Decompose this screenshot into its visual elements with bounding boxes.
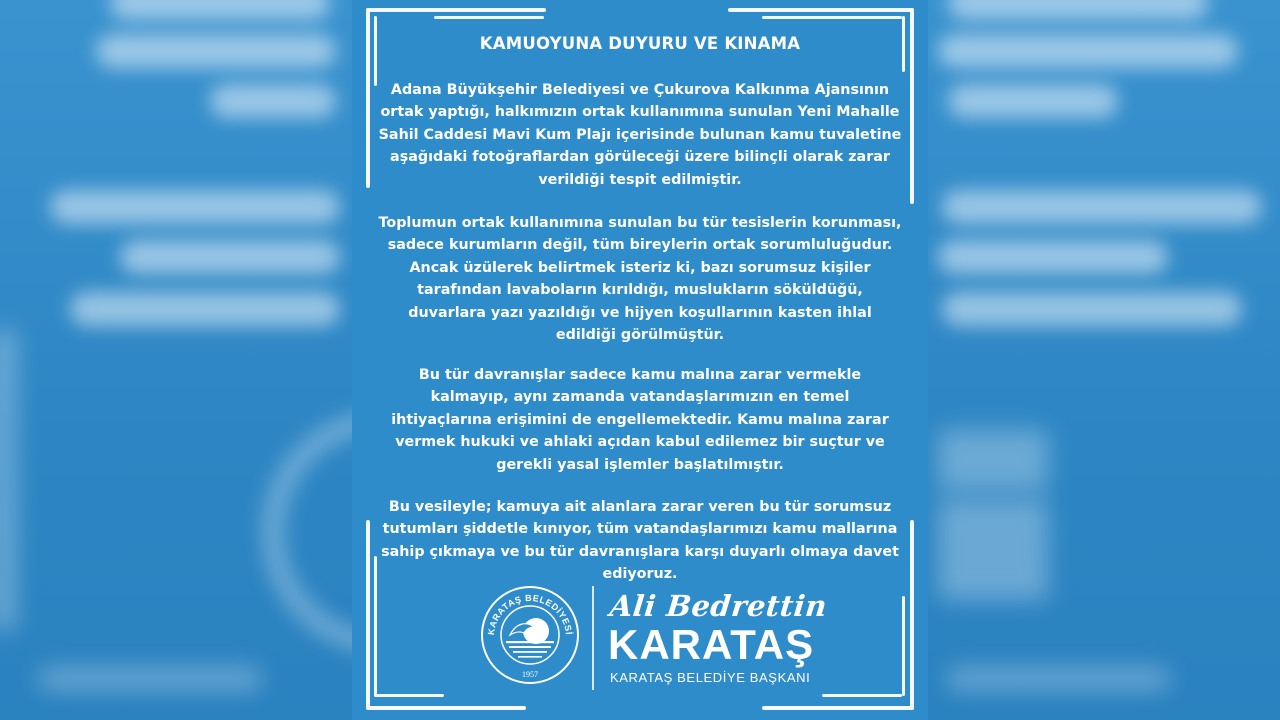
- blurred-background-right: [928, 0, 1280, 720]
- mayor-title: KARATAŞ BELEDİYE BAŞKANI: [610, 670, 811, 685]
- blurred-frame: [0, 330, 16, 630]
- announcement-title: KAMUOYUNA DUYURU VE KINAMA: [479, 34, 801, 53]
- blurred-text-line: [938, 240, 1168, 274]
- blurred-signature: [938, 500, 1048, 600]
- frame-inner-bottom-right: [822, 694, 902, 697]
- frame-inner-bottom-left: [374, 694, 444, 697]
- frame-bottom-left: [366, 706, 526, 710]
- blurred-frame: [948, 668, 1168, 690]
- blurred-text-line: [948, 84, 1118, 118]
- signature-divider: [592, 586, 594, 690]
- blurred-text-line: [942, 292, 1242, 326]
- frame-inner-top-left: [434, 16, 544, 19]
- paragraph-1: Adana Büyükşehir Belediyesi ve Çukurova Kalkınma Ajansının ortak yaptığı, halkımızın ortak kullanımına sunulan Yeni Mahalle Sahil Caddesi Mavi Kum Plajı içerisinde bulunan kamu tuvaletine aşağıdaki fotoğraflardan görüleceği üzere bilinçli olarak zarar verildiği tespit edilmiştir.: [378, 82, 902, 188]
- frame-bottom-right: [762, 706, 914, 710]
- blurred-text-line: [120, 240, 340, 274]
- municipality-seal: [480, 585, 580, 685]
- dolphin-sun-icon: [506, 618, 554, 658]
- frame-top-right: [728, 8, 914, 12]
- seal-year: 1957: [522, 670, 538, 679]
- frame-bottom-left: [366, 520, 370, 710]
- blurred-frame: [40, 668, 260, 690]
- blurred-text-line: [70, 292, 340, 326]
- blurred-text-line: [210, 84, 336, 118]
- blurred-seal: [262, 410, 352, 654]
- paragraph-2: Toplumun ortak kullanımına sunulan bu tür tesislerin korunması, sadece kurumların değil, tüm bireylerin ortak sorumluluğudur. Ancak üzülerek belirtmek isteriz ki, bazı sorumsuz kişiler tarafından lavaboların kırıldığı, muslukların söküldüğü, duvarlara yazı yazıldığı ve hijyen koşullarının kasten ihlal edildiği görülmüştür.: [378, 215, 902, 344]
- blurred-text-line: [50, 190, 340, 224]
- frame-top-left: [366, 8, 546, 12]
- blurred-signature: [938, 430, 1048, 490]
- seal-ring-text: KARATAŞ BELEDİYESİ: [485, 592, 574, 636]
- frame-inner-bottom-left: [374, 556, 377, 696]
- frame-inner-top-right: [762, 16, 902, 19]
- blurred-text-line: [96, 34, 336, 68]
- blurred-background-left: [0, 0, 352, 720]
- mayor-first-names: Ali Bedrettin: [608, 589, 829, 623]
- frame-bottom-right: [910, 520, 914, 710]
- paragraph-4: Bu vesileyle; kamuya ait alanlara zarar veren bu tür sorumsuz tutumları şiddetle kınıyor, tüm vatandaşlarımızı kamu mallarına sahip çıkmaya ve bu tür davranışlara karşı duyarlı olmaya davet ediyoruz.: [381, 499, 899, 583]
- blurred-text-line: [942, 190, 1262, 224]
- mayor-surname: KARATAŞ: [608, 621, 815, 668]
- blurred-text-line: [110, 0, 330, 20]
- blurred-text-line: [948, 0, 1208, 20]
- announcement-card: [352, 0, 928, 720]
- frame-inner-bottom-right: [902, 596, 905, 696]
- blurred-text-line: [938, 34, 1238, 68]
- paragraph-3: Bu tür davranışlar sadece kamu malına zarar vermekle kalmayıp, aynı zamanda vatandaşlarımızın en temel ihtiyaçlarına erişimini de engellemektedir. Kamu malına zarar vermek hukuki ve ahlaki açıdan kabul edilemez bir suçtur ve gerekli yasal işlemler başlatılmıştır.: [391, 367, 889, 473]
